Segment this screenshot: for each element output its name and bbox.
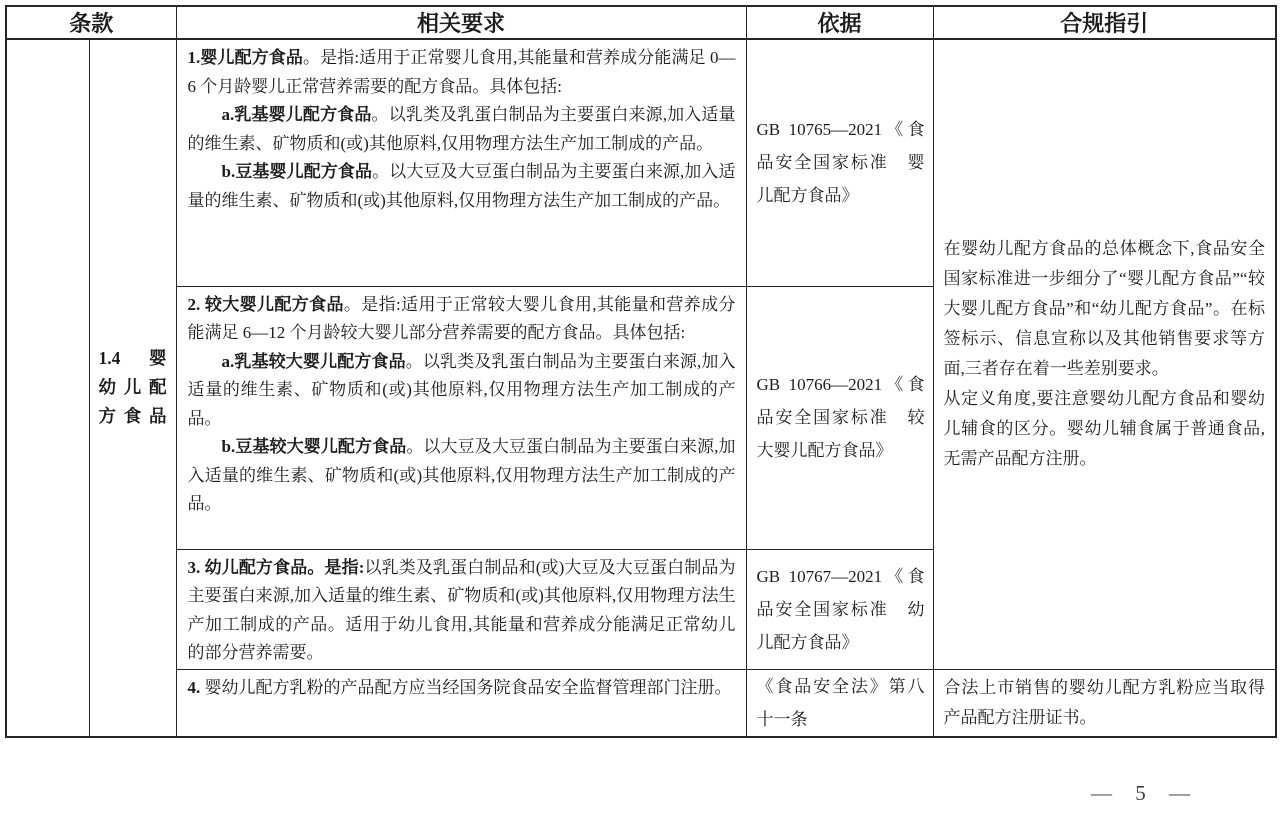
requirement-text: 。以乳类及乳蛋白制品为主要蛋白来源,加入适量的维生素、矿物质和(或)其他原料,仅用物理方法生产加工制成的产品。: [187, 105, 736, 153]
requirement-paragraph: [188, 554, 736, 668]
requirement-text: 婴幼儿配方乳粉的产品配方应当经国务院食品安全监督管理部门注册。: [204, 677, 732, 697]
requirement-lead: b.豆基较大婴儿配方食品: [221, 437, 407, 456]
table-row: [6, 39, 1276, 286]
requirement-text: 。是指:适用于正常婴儿食用,其能量和营养成分能满足 0—6 个月龄婴儿正常营养需要的配方食品。具体包括:: [187, 48, 736, 96]
basis-cell-4: 《食品安全法》第八十一条: [746, 669, 933, 737]
requirement-paragraph: [188, 348, 736, 434]
requirement-lead: 3. 幼儿配方食品。是指:: [187, 557, 365, 577]
compliance-table: [5, 5, 1277, 738]
clause-number-cell: [6, 39, 89, 737]
guidance-paragraph: 从定义角度,要注意婴幼儿配方食品和婴幼儿辅食的区分。婴幼儿辅食属于普通食品,无需产品配方注册。: [943, 389, 1266, 469]
requirement-text: 。以大豆及大豆蛋白制品为主要蛋白来源,加入适量的维生素、矿物质和(或)其他原料,仅用物理方法生产加工制成的产品。: [187, 162, 736, 210]
basis-cell-2: GB 10766—2021《食品安全国家标准 较大婴儿配方食品》: [746, 286, 933, 549]
requirement-lead: 2. 较大婴儿配方食品: [187, 294, 344, 314]
guidance-cell-merged: [933, 39, 1276, 669]
page-number: — 5 —: [1091, 781, 1190, 805]
requirement-text: 以乳类及乳蛋白制品和(或)大豆及大豆蛋白制品为主要蛋白来源,加入适量的维生素、矿物质和(或)其他原料,仅用物理方法生产加工制成的产品。适用于幼儿食用,其能量和营养成分能满足正常幼儿的部分营养需要。: [187, 557, 736, 662]
requirement-paragraph: [188, 44, 736, 101]
requirement-text: 。以大豆及大豆蛋白制品为主要蛋白来源,加入适量的维生素、矿物质和(或)其他原料,仅用物理方法生产加工制成的产品。: [187, 437, 736, 513]
basis-cell-3: GB 10767—2021《食品安全国家标准 幼儿配方食品》: [746, 549, 933, 669]
clause-line: 1.4 婴: [98, 348, 167, 369]
requirement-cell-4: [176, 669, 746, 737]
requirement-lead: 1.婴儿配方食品: [187, 48, 304, 67]
requirement-text: 。以乳类及乳蛋白制品为主要蛋白来源,加入适量的维生素、矿物质和(或)其他原料,仅用物理方法生产加工制成的产品。: [187, 351, 736, 428]
clause-cell: [89, 39, 176, 737]
header-requirements: 相关要求: [176, 6, 746, 39]
requirement-cell-3: [176, 549, 746, 669]
clause-line: 幼儿配: [98, 377, 167, 398]
guidance-paragraph: 合法上市销售的婴幼儿配方乳粉应当取得产品配方注册证书。: [943, 677, 1266, 727]
requirement-paragraph: [188, 291, 736, 348]
basis-cell-1: GB 10765—2021《食品安全国家标准 婴儿配方食品》: [746, 39, 933, 286]
requirement-lead: b.豆基婴儿配方食品: [221, 162, 373, 181]
requirement-lead: a.乳基较大婴儿配方食品: [221, 351, 406, 371]
requirement-paragraph: [188, 433, 736, 519]
requirement-paragraph: [188, 158, 736, 215]
table-row: [6, 669, 1276, 737]
clause-line: 方食品: [98, 406, 167, 427]
guidance-cell-4: [933, 669, 1276, 737]
header-row: [6, 6, 1276, 39]
requirement-lead: 4.: [187, 677, 205, 697]
header-basis: 依据: [746, 6, 933, 39]
requirement-lead: a.乳基婴儿配方食品: [221, 105, 372, 124]
requirement-paragraph: [188, 674, 736, 703]
header-clause: 条款: [6, 6, 176, 39]
guidance-paragraph: 在婴幼儿配方食品的总体概念下,食品安全国家标准进一步细分了“婴儿配方食品”“较大婴儿配方食品”和“幼儿配方食品”。在标签标示、信息宣称以及其他销售要求等方面,三者存在着一些差别要求。: [943, 239, 1266, 379]
requirement-text: 。是指:适用于正常较大婴儿食用,其能量和营养成分能满足 6—12 个月龄较大婴儿部分营养需要的配方食品。具体包括:: [187, 294, 736, 342]
header-guidance: 合规指引: [933, 6, 1276, 39]
requirement-cell-1: [176, 39, 746, 286]
requirement-cell-2: [176, 286, 746, 549]
requirement-paragraph: [188, 101, 736, 158]
